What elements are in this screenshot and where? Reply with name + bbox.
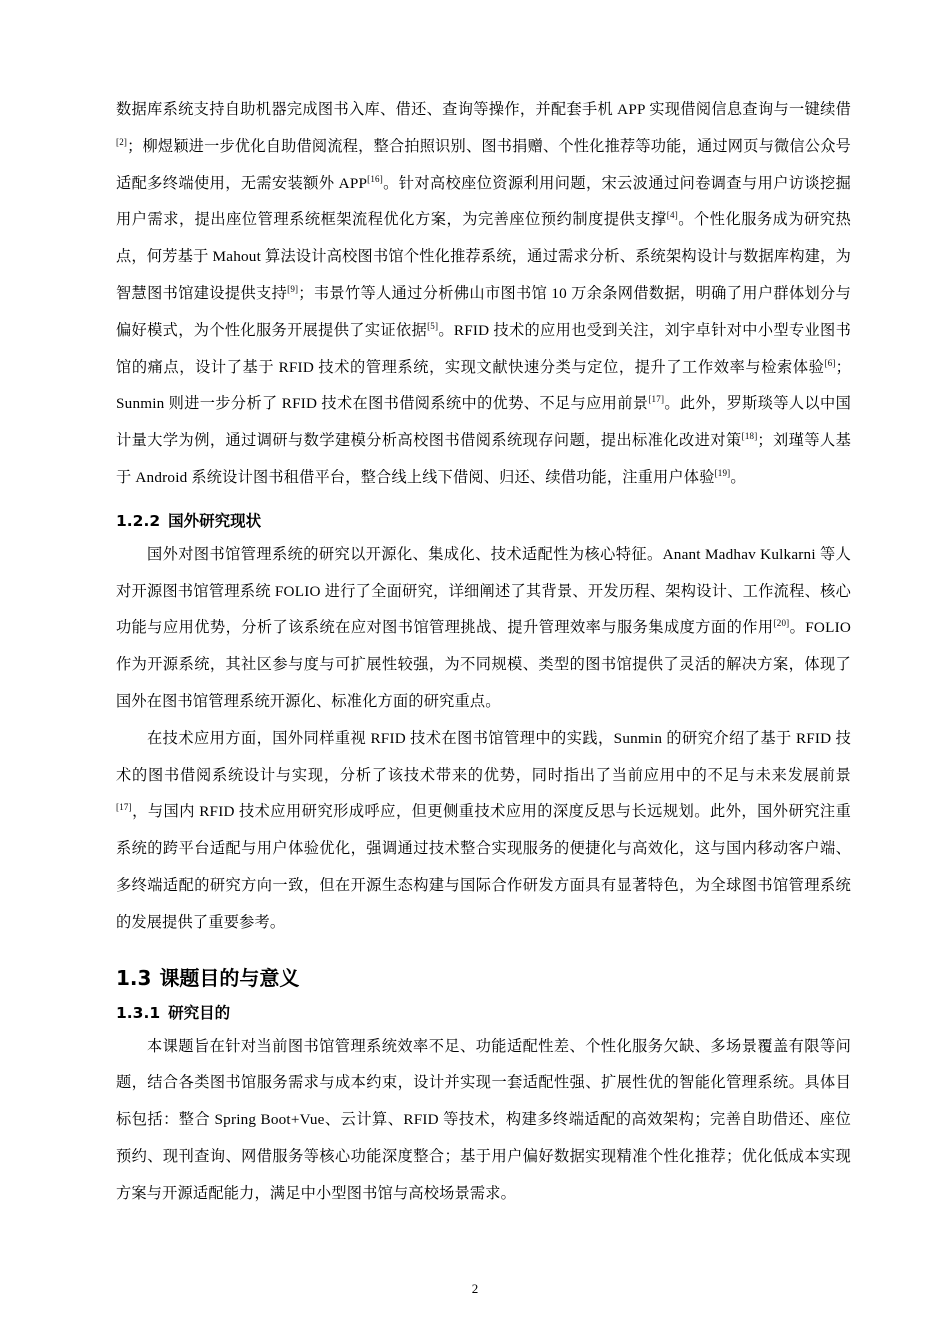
paragraph-research-purpose: 本课题旨在针对当前图书馆管理系统效率不足、功能适配性差、个性化服务欠缺、多场景覆盖有限等问题，结合各类图书馆服务需求与成本约束，设计并实现一套适配性强、扩展性优的智能化管理系统。具体目标包括：整合 Spring Boot+Vue、云计算、RFID 等技术，构建多终端适配的高效架构；完善自助借还、座位预约、现刊查询、网借服务等核心功能深度整合；基于用户偏好数据实现精准个性化推荐；优化低成本实现方案与开源适配能力，满足中小型图书馆与高校场景需求。 <box>116 1037 851 1202</box>
citation-ref: [17] <box>648 394 665 405</box>
heading-1-2-2 <box>116 505 851 537</box>
heading-text: 课题目的与意义 <box>159 965 300 990</box>
citation-ref: [2] <box>116 136 128 147</box>
citation-ref: [18] <box>741 431 758 442</box>
citation-ref: [4] <box>666 210 678 221</box>
paragraph-foreign-research: 国外对图书馆管理系统的研究以开源化、集成化、技术适配性为核心特征。Anant Madhav Kulkarni 等人对开源图书馆管理系统 FOLIO 进行了全面研究，详细阐述了其背景、开发历程、架构设计、工作流程、核心功能与应用优势，分析了该系统在应对图书馆管理挑战、提升管理效率与服务集成度方面的作用[20]。FOLIO 作为开源系统，其社区参与度与可扩展性较强，为不同规模、类型的图书馆提供了灵活的解决方案，体现了国外在图书馆管理系统开源化、标准化方面的研究重点。 <box>116 545 852 710</box>
citation-ref: [16] <box>367 173 383 184</box>
heading-1-3-1 <box>116 997 851 1029</box>
paragraph-technology-application: 在技术应用方面，国外同样重视 RFID 技术在图书馆管理中的实践，Sunmin 的研究介绍了基于 RFID 技术的图书借阅系统设计与实现，分析了该技术带来的优势，同时指出了当前应用中的不足与未来发展前景[17]，与国内 RFID 技术应用研究形成呼应，但更侧重技术应用的深度反思与长远规划。此外，国外研究注重系统的跨平台适配与用户体验优化，强调通过技术整合实现服务的便捷化与高效化，这与国内移动客户端、多终端适配的研究方向一致，但在开源生态构建与国际合作研发方面具有显著特色，为全球图书馆管理系统的发展提供了重要参考。 <box>116 729 851 931</box>
citation-ref: [20] <box>773 618 790 629</box>
citation-ref: [9] <box>287 283 299 294</box>
citation-ref: [5] <box>427 320 439 331</box>
citation-ref: [6] <box>824 357 836 368</box>
heading-number: 1.3 <box>116 965 152 990</box>
heading-number: 1.2.2 <box>116 511 161 530</box>
citation-ref: [19] <box>714 467 731 478</box>
heading-text: 国外研究现状 <box>168 511 262 530</box>
page-content <box>116 92 851 1213</box>
citation-ref: [17] <box>116 802 132 813</box>
heading-1-3 <box>116 959 851 997</box>
heading-number: 1.3.1 <box>116 1003 161 1022</box>
heading-text: 研究目的 <box>168 1003 231 1022</box>
page-number: 2 <box>471 1281 479 1296</box>
paragraph-domestic-research: 数据库系统支持自助机器完成图书入库、借还、查询等操作，并配套手机 APP 实现借阅信息查询与一键续借[2]；柳煜颖进一步优化自助借阅流程，整合拍照识别、图书捐赠、个性化推荐等功能，通过网页与微信公众号适配多终端使用，无需安装额外 APP[16]。针对高校座位资源利用问题，宋云波通过问卷调查与用户访谈挖掘用户需求，提出座位管理系统框架流程优化方案，为完善座位预约制度提供支撑[4]。个性化服务成为研究热点，何芳基于 Mahout 算法设计高校图书馆个性化推荐系统，通过需求分析、系统架构设计与数据库构建，为智慧图书馆建设提供支持[9]；韦景竹等人通过分析佛山市图书馆 10 万余条网借数据，明确了用户群体划分与偏好模式，为个性化服务开展提供了实证依据[5]。RFID 技术的应用也受到关注，刘宇卓针对中小型专业图书馆的痛点，设计了基于 RFID 技术的管理系统，实现文献快速分类与定位，提升了工作效率与检索体验[6]；Sunmin 则进一步分析了 RFID 技术在图书借阅系统中的优势、不足与应用前景[17]。此外，罗斯琰等人以中国计量大学为例，通过调研与数学建模分析高校图书借阅系统现存问题，提出标准化改进对策[18]；刘瑾等人基于 Android 系统设计图书租借平台，整合线上线下借阅、归还、续借功能，注重用户体验[19]。 <box>116 101 852 486</box>
